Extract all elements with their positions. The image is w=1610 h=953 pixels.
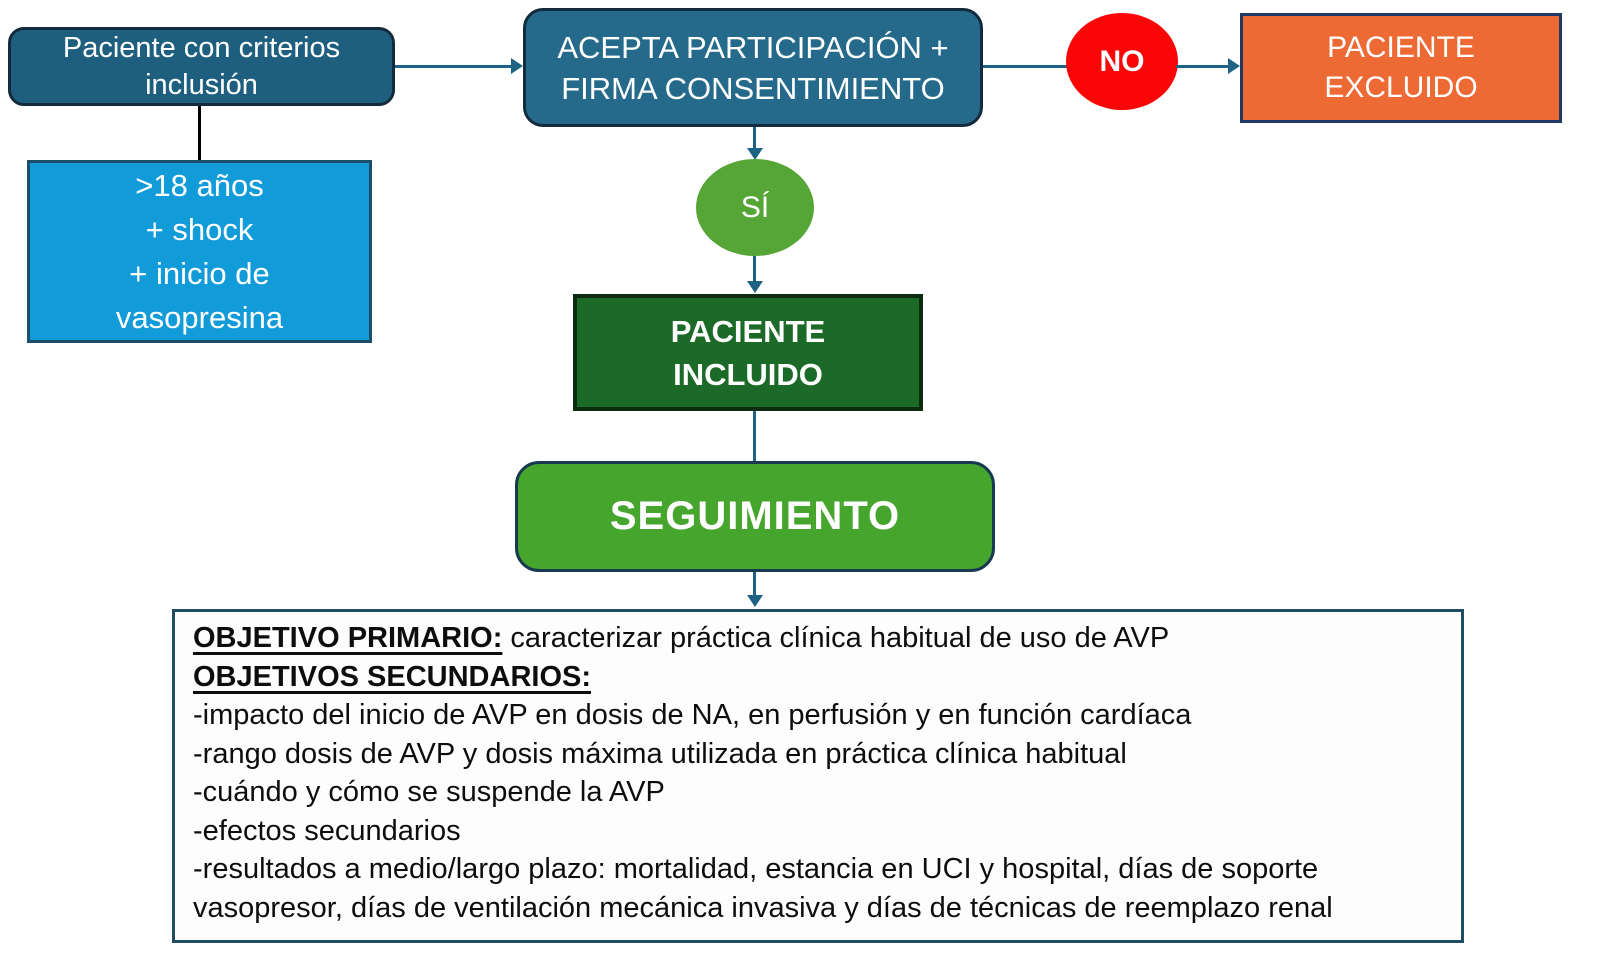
objective-item-3: -cuándo y cómo se suspende la AVP [193, 776, 665, 808]
connector-included-to-followup-line [753, 411, 756, 461]
included-box [573, 294, 923, 411]
arrow-no-to-excluded-head [1228, 58, 1240, 74]
consent-box [523, 8, 983, 127]
objective-item-1: -impacto del inicio de AVP en dosis de NA, en perfusión y en función cardíaca [193, 699, 1192, 731]
objectives-secondary-label: OBJETIVOS SECUNDARIOS: [193, 660, 591, 693]
consent-line1: ACEPTA PARTICIPACIÓN + [557, 29, 949, 65]
arrow-criteria-to-consent-head [511, 58, 523, 74]
yes-ellipse [696, 159, 814, 256]
objective-item-4: -efectos secundarios [193, 814, 461, 847]
criteria-line2: inclusión [145, 68, 258, 101]
included-line2: INCLUIDO [673, 356, 823, 392]
criteria-line1: Paciente con criterios [62, 31, 341, 64]
inclusion-line-3: + inicio de [129, 255, 270, 291]
connector-criteria-to-details-line [198, 106, 201, 160]
arrow-followup-to-objectives-head [747, 595, 763, 607]
inclusion-line-2: + shock [145, 211, 254, 247]
objective-primary-line [193, 619, 1169, 658]
inclusion-line-1: >18 años [135, 167, 264, 203]
arrow-yes-to-included-head [747, 281, 763, 293]
no-ellipse [1066, 13, 1178, 110]
excluded-line2: EXCLUIDO [1324, 71, 1478, 104]
objective-primary-text: caracterizar práctica clínica habitual de uso de AVP [502, 622, 1170, 654]
inclusion-line-4: vasopresina [115, 299, 284, 335]
arrow-followup-to-objectives-line [753, 572, 756, 596]
included-line1: PACIENTE [670, 313, 826, 349]
objectives-secondary-heading [193, 658, 591, 697]
objectives-box [172, 609, 1464, 943]
followup-label: SEGUIMIENTO [609, 494, 901, 538]
arrow-yes-to-included-line [753, 256, 756, 282]
excluded-line1: PACIENTE [1327, 31, 1475, 64]
arrow-consent-to-no-line [983, 65, 1068, 68]
objective-item-5: -resultados a medio/largo plazo: mortalidad, estancia en UCI y hospital, días de soporte vasopresor, días de ventilación mecánica invasiva y días de técnicas de reemplazo renal [193, 853, 1333, 924]
arrow-criteria-to-consent-line [395, 65, 512, 68]
excluded-box [1240, 13, 1562, 123]
inclusion-criteria-box [27, 160, 372, 343]
objective-item-2: -rango dosis de AVP y dosis máxima utilizada en práctica clínica habitual [193, 737, 1127, 770]
no-label: NO [1099, 44, 1145, 78]
criteria-box [8, 27, 395, 106]
yes-label: SÍ [740, 190, 770, 224]
consent-line2: FIRMA CONSENTIMIENTO [561, 70, 945, 106]
arrow-no-to-excluded-line [1176, 65, 1229, 68]
followup-box [515, 461, 995, 572]
arrow-consent-to-yes-line [753, 127, 756, 149]
objective-primary-label: OBJETIVO PRIMARIO: [193, 622, 503, 654]
